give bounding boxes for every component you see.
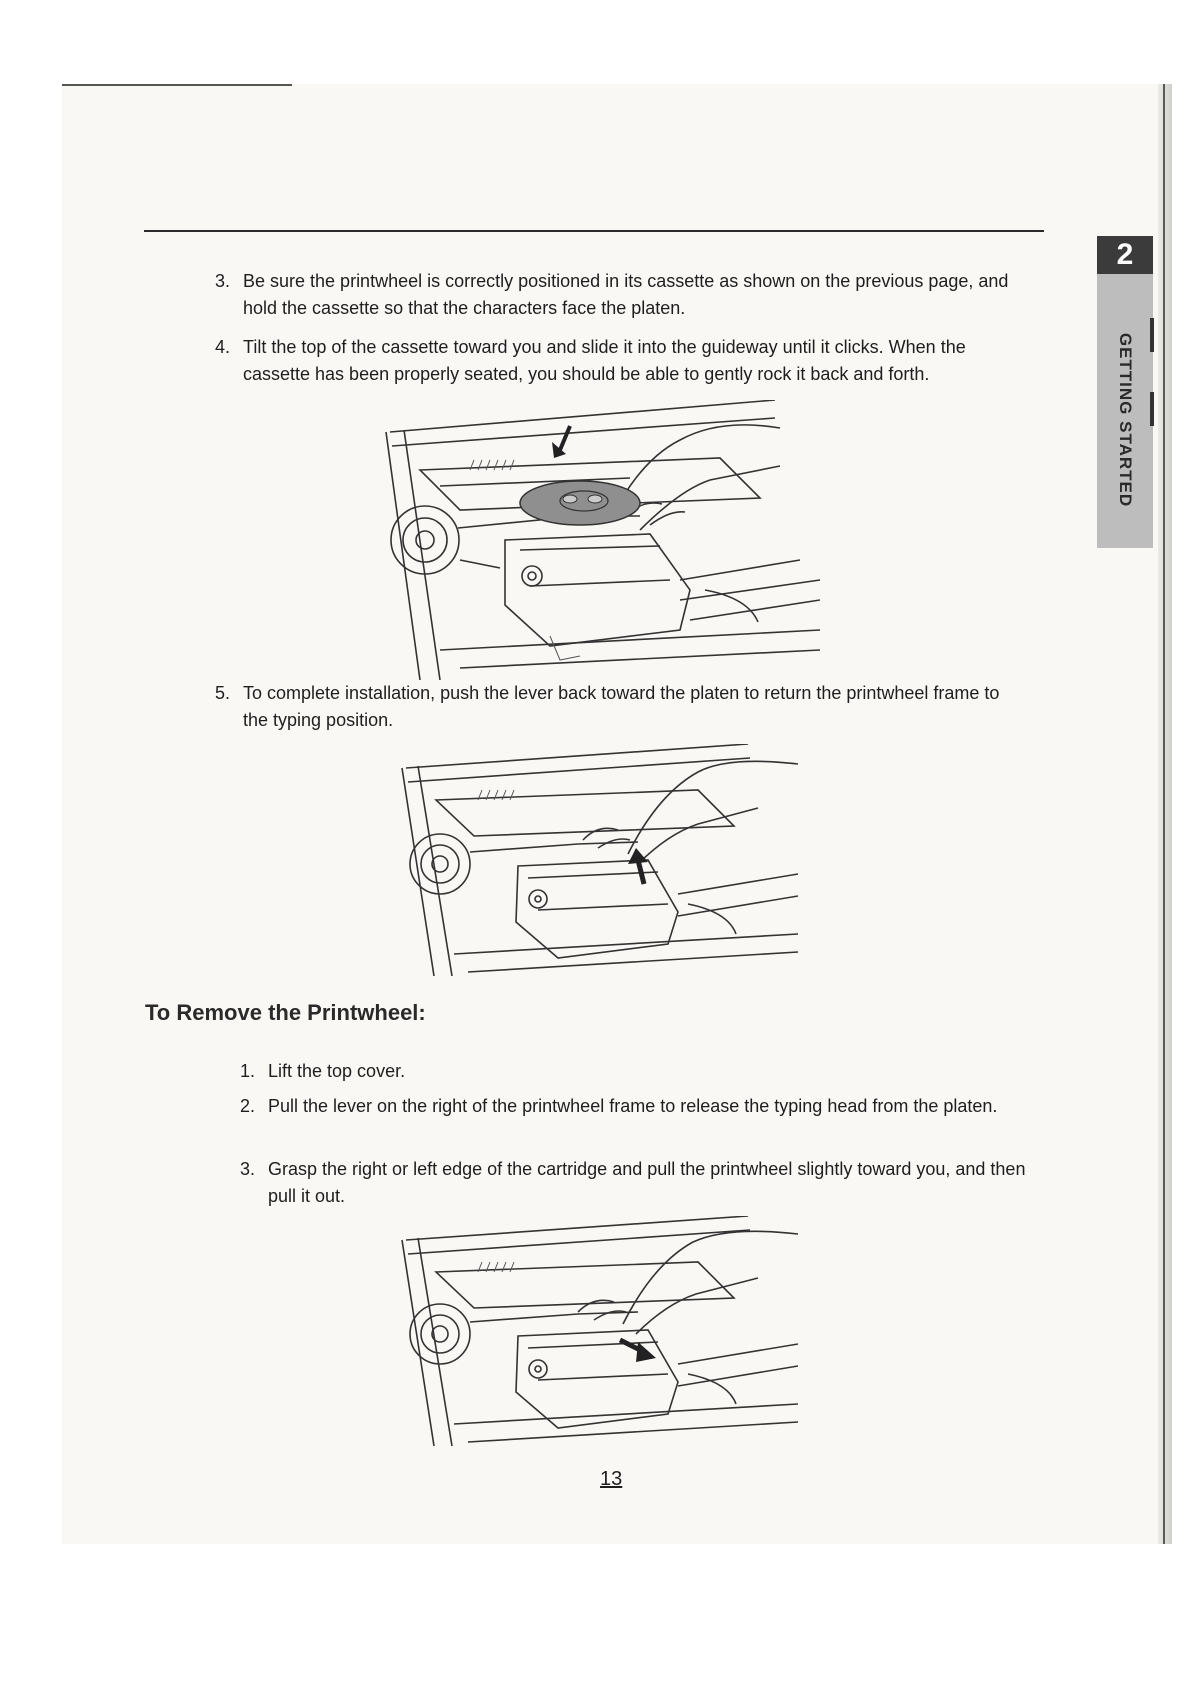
insert-cassette-illustration: [380, 400, 820, 682]
chapter-tab: [1097, 236, 1153, 548]
binding-edge: [1158, 84, 1172, 1544]
header-rule: [144, 230, 1044, 232]
install-step-5: [215, 680, 1015, 734]
install-step-3: [215, 268, 1015, 322]
step-number: 5.: [215, 683, 231, 703]
step-text: Lift the top cover.: [268, 1061, 406, 1081]
tab-marker: [1150, 392, 1154, 426]
tab-marker: [1150, 318, 1154, 352]
step-number: 1.: [240, 1061, 256, 1081]
step-number: 3.: [240, 1159, 256, 1179]
step-text: Pull the lever on the right of the printwheel frame to release the typing head from the platen.: [268, 1096, 998, 1116]
step-text: Be sure the printwheel is correctly positioned in its cassette as shown on the previous page, and hold the cassette so that the characters face the platen.: [243, 271, 1009, 318]
page-number: 13: [600, 1468, 623, 1490]
remove-printwheel-illustration: [398, 1216, 798, 1450]
binding-line: [1163, 84, 1165, 1544]
step-number: 3.: [215, 271, 231, 291]
section-heading: To Remove the Printwheel:: [145, 1000, 426, 1025]
step-text: To complete installation, push the lever back toward the platen to return the printwheel frame to the typing position.: [243, 683, 1000, 730]
top-edge-rule: [62, 84, 292, 86]
remove-step-2: [240, 1093, 1040, 1120]
remove-step-3: [240, 1156, 1040, 1210]
push-lever-illustration: [398, 744, 798, 980]
step-text: Tilt the top of the cassette toward you and slide it into the guideway until it clicks. When the cassette has been properly seated, you should be able to gently rock it back and forth.: [243, 337, 966, 384]
step-number: 2.: [240, 1096, 256, 1116]
install-step-4: [215, 334, 1015, 388]
step-text: Grasp the right or left edge of the cartridge and pull the printwheel slightly toward you, and then pull it out.: [268, 1159, 1026, 1206]
remove-step-1: [240, 1058, 1040, 1085]
step-number: 4.: [215, 337, 231, 357]
chapter-label: GETTING STARTED: [1116, 332, 1135, 508]
chapter-number: 2: [1097, 236, 1153, 274]
